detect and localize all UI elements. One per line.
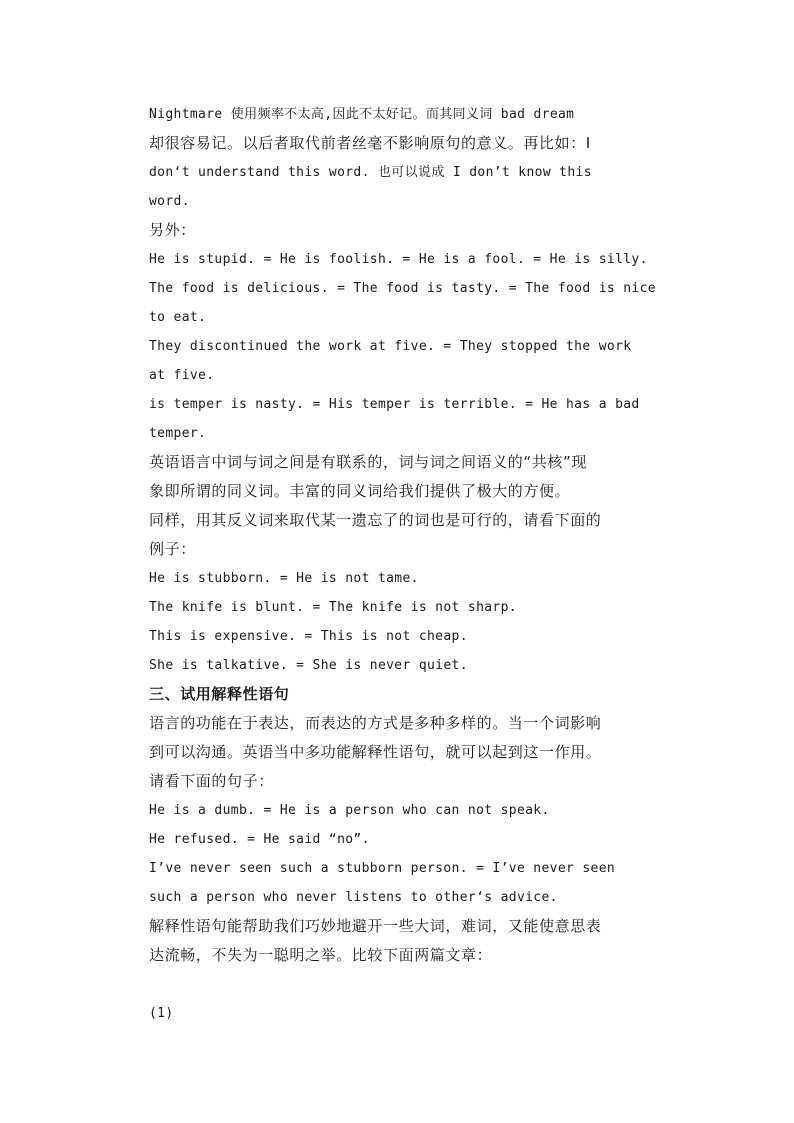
example-sentence: He is stubborn. = He is not tame. <box>149 571 419 586</box>
text-line: word. <box>149 194 190 209</box>
example-sentence: The food is delicious. = The food is tasty. = The food is nice <box>149 281 656 296</box>
text-line: 另外： <box>149 221 196 239</box>
text-line: 到可以沟通。英语当中多功能解释性语句，就可以起到这一作用。 <box>149 743 602 761</box>
example-sentence: to eat. <box>149 310 207 325</box>
text-line: 例子： <box>149 540 196 558</box>
text-line: 同样，用其反义词来取代某一遗忘了的词也是可行的，请看下面的 <box>149 511 602 529</box>
example-sentence: He refused. = He said “no”. <box>149 832 370 847</box>
example-sentence: They discontinued the work at five. = They stopped the work <box>149 339 632 354</box>
text-line: 请看下面的句子： <box>149 772 274 790</box>
text-line: 达流畅，不失为一聪明之举。比较下面两篇文章： <box>149 946 493 964</box>
example-sentence: He is a dumb. = He is a person who can not speak. <box>149 803 550 818</box>
example-sentence: This is expensive. = This is not cheap. <box>149 629 468 644</box>
example-sentence: She is talkative. = She is never quiet. <box>149 658 468 673</box>
text-line: 解释性语句能帮助我们巧妙地避开一些大词，难词，又能使意思表 <box>149 917 602 935</box>
example-sentence: He is stupid. = He is foolish. = He is a fool. = He is silly. <box>149 252 648 267</box>
example-sentence: temper. <box>149 426 207 441</box>
example-sentence: I’ve never seen such a stubborn person. = I’ve never seen <box>149 861 616 876</box>
document-body <box>149 100 656 1028</box>
text-line: 语言的功能在于表达，而表达的方式是多种多样的。当一个词影响 <box>149 714 602 732</box>
example-sentence: The knife is blunt. = The knife is not sharp. <box>149 600 517 615</box>
example-sentence: at five. <box>149 368 215 383</box>
section-heading: 三、试用解释性语句 <box>149 685 290 703</box>
text-line: 象即所谓的同义词。丰富的同义词给我们提供了极大的方便。 <box>149 482 571 500</box>
text-line: 却很容易记。以后者取代前者丝毫不影响原句的意义。再比如：I <box>149 134 591 152</box>
text-line: 英语语言中词与词之间是有联系的，词与词之间语义的“共核”现 <box>149 453 587 471</box>
text-line: (1) <box>149 1006 174 1021</box>
spacer <box>149 970 649 999</box>
text-line: Nightmare 使用频率不太高,因此不太好记。而其同义词 bad dream <box>149 107 575 122</box>
text-line: don‘t understand this word. 也可以说成 I don’t know this <box>149 165 592 180</box>
example-sentence: such a person who never listens to other‘s advice. <box>149 890 558 905</box>
example-sentence: is temper is nasty. = His temper is terrible. = He has a bad <box>149 397 640 412</box>
